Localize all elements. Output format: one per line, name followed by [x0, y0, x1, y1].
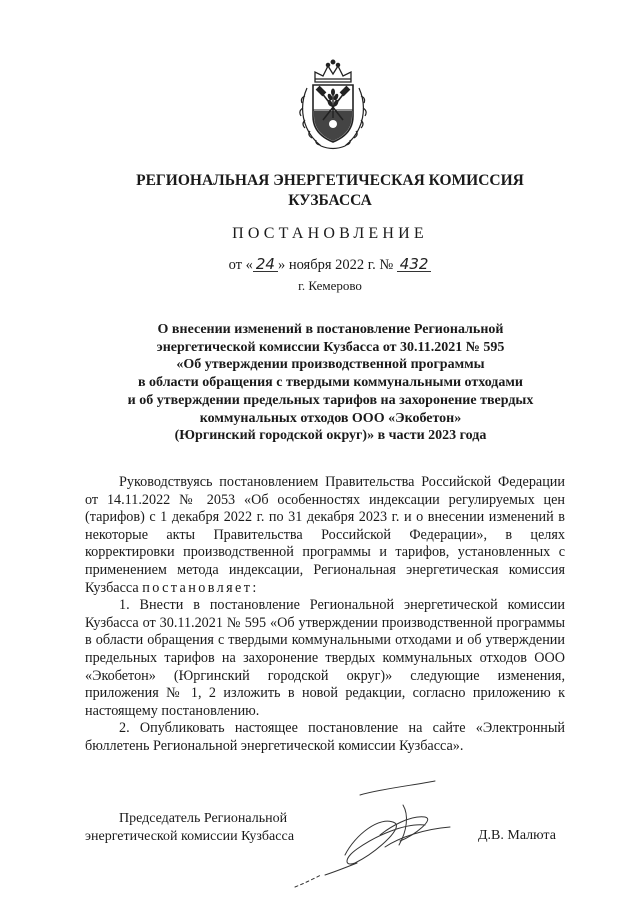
- date-day-handwritten: 24: [253, 257, 278, 272]
- subject-line: коммунальных отходов ООО «Экобетон»: [199, 410, 462, 426]
- signer-name: Д.В. Малюта: [478, 828, 556, 843]
- decree-word: постановляет:: [142, 579, 259, 596]
- document-type-heading: ПОСТАНОВЛЕНИЕ: [232, 225, 428, 242]
- subject-line: в области обращения с твердыми коммунальными отходами: [137, 375, 523, 391]
- subject-line: (Юргинский городской округ)» в части 2023 года: [174, 428, 487, 444]
- subject-line: О внесении изменений в постановление Региональной: [157, 322, 504, 337]
- preamble-paragraph: [85, 474, 565, 597]
- document-date-line: [150, 256, 510, 274]
- org-title-line1: РЕГИОНАЛЬНАЯ ЭНЕРГЕТИЧЕСКАЯ КОМИССИЯ: [136, 172, 524, 189]
- subject-line: «Об утверждении производственной программы: [176, 357, 485, 373]
- org-title-line2: КУЗБАССА: [288, 192, 372, 209]
- date-suffix: » ноября 2022 г. №: [277, 257, 394, 273]
- city-label: г. Кемерово: [298, 278, 362, 293]
- coat-of-arms-emblem: [293, 58, 373, 154]
- item-1-paragraph: 1. Внести в постановление Региональной энергетической комиссии Кузбасса от 30.11.2021 № 595 «Об утверждении производственной программы в области обращения с твердыми коммунальными отходами и об утверждении предельных тарифов на захоронение твердых коммунальных отходов ООО «Экобетон» (Юргинский городской округ)» следующие изменения, приложения № 1, 2 изложить в новой редакции, согласно приложению к настоящему постановлению.: [85, 597, 565, 719]
- signer-title-line1: Председатель Региональной: [119, 811, 288, 826]
- item-2-paragraph: 2. Опубликовать настоящее постановление на сайте «Электронный бюллетень Региональной энергетической комиссии Кузбасса».: [85, 720, 565, 754]
- signer-title-line2: энергетической комиссии Кузбасса: [85, 829, 295, 844]
- date-prefix: от «: [228, 257, 253, 273]
- subject-line: энергетической комиссии Кузбасса от 30.11.2021 № 595: [156, 339, 505, 355]
- document-number-handwritten: 432: [397, 257, 432, 272]
- subject-line: и об утверждении предельных тарифов на захоронение твердых: [127, 392, 534, 408]
- preamble-text: Руководствуясь постановлением Правительства Российской Федерации от 14.11.2022 № 2053 «Об особенностях индексации регулируемых цен (тарифов) с 1 декабря 2022 г. по 31 декабря 2023 г. и о внесении изменений в некоторые акты Правительства Российской Федерации», в целях корректировки производственной программы и тарифов, установленных с применением метода индексации, Региональная энергетическая комиссия Кузбасса: [85, 474, 565, 596]
- organization-title: [120, 171, 540, 211]
- handwritten-signature: [285, 775, 485, 895]
- document-body: [85, 474, 565, 756]
- document-subject: [108, 321, 553, 445]
